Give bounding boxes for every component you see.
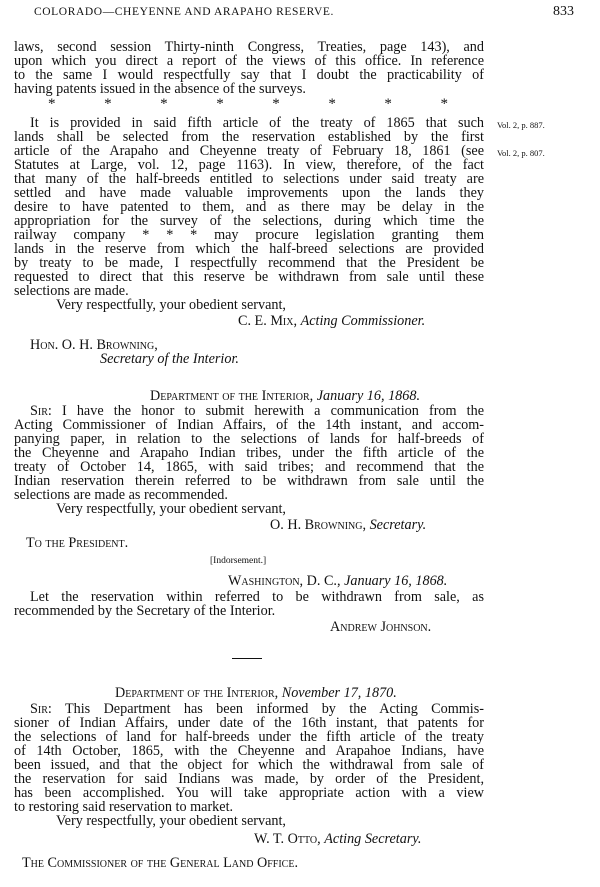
text-span: I have the honor to submit herewith a communication from the [61, 403, 485, 419]
signer-title: Acting Secretary. [324, 831, 422, 847]
text-line: has been accomplished. You will take appropriate action with a view [14, 785, 484, 801]
signer-name: O. H. Browning, [270, 517, 367, 533]
text-line: article of the Arapaho and Cheyenne treaty of February 18, 1861 (see [14, 143, 484, 159]
signature [270, 518, 426, 532]
text-line: lands in the reserve from which the half-breed selections are provided [14, 241, 484, 257]
closing-line: Very respectfully, your obedient servant, [56, 501, 286, 517]
addressee: Hon. O. H. Browning, [30, 337, 158, 353]
text-line: selections are made as recommended. [14, 487, 228, 503]
star: * [160, 96, 168, 112]
dateline [115, 686, 397, 700]
text-span: This Department has been informed by the Acting Commis- [64, 701, 484, 717]
page-number: 833 [553, 4, 574, 19]
signer-title: Secretary. [369, 517, 427, 533]
section-rule [232, 658, 262, 659]
text-line: upon which you direct a report of the views of this office. In reference [14, 53, 484, 69]
salutation: Sir: [30, 701, 52, 717]
signature [238, 314, 425, 328]
department: Department of the Interior, [115, 685, 279, 701]
text-line: Let the reservation within referred to be withdrawn from sale, as [30, 589, 484, 605]
indorsement-label: [Indorsement.] [210, 556, 267, 566]
date: November 17, 1870. [281, 685, 397, 701]
text-line: settled and have made valuable improvements upon the lands they [14, 185, 484, 201]
text-line: panying paper, in relation to the selections of lands for half-breeds of [14, 431, 484, 447]
text-line: by treaty to be made, I respectfully recommend that the President be [14, 255, 484, 271]
text-line: selections are made. [14, 283, 129, 299]
margin-note: Vol. 2, p. 887. [497, 120, 545, 130]
star: * [440, 96, 448, 112]
margin-note: Vol. 2, p. 807. [497, 148, 545, 158]
text-line: to the same I would respectfully say that I doubt the practicability of [14, 67, 484, 83]
addressee-title: Secretary of the Interior. [100, 351, 239, 367]
text-line: railway company * * * may procure legislation granting them [14, 227, 484, 243]
text-line: that many of the half-breeds entitled to selections under said treaty are [14, 171, 484, 187]
text-line: lands shall be selected from the reservation established by the first [14, 129, 484, 145]
text-line [30, 702, 484, 716]
text-line: desire to have patented to them, and as there may be delay in the [14, 199, 484, 215]
signer-name: W. T. Otto, [254, 831, 321, 847]
text-line: It is provided in said fifth article of the treaty of 1865 that such [30, 115, 484, 131]
text-line: Statutes at Large, vol. 12, page 1163). In view, therefore, of the fact [14, 157, 484, 173]
text-line: treaty of October 14, 1865, with said tribes; and recommend that the [14, 459, 484, 475]
place: Washington, D. C., [228, 573, 341, 589]
text-line: been issued, and that the object for which the withdrawal from sale of [14, 757, 484, 773]
signer-name: Andrew Johnson. [330, 619, 432, 635]
star: * [272, 96, 280, 112]
text-line: the selections of land for half-breeds under the fifth article of the treaty [14, 729, 484, 745]
star: * [216, 96, 224, 112]
addressee: To the President. [26, 535, 129, 551]
closing-line: Very respectfully, your obedient servant, [56, 297, 286, 313]
star: * [384, 96, 392, 112]
text-line [30, 404, 484, 418]
text-line: Indian reservation therein referred to be withdrawn from sale until the [14, 473, 484, 489]
signature [254, 832, 421, 846]
department: Department of the Interior, [150, 388, 314, 404]
text-line: sioner of Indian Affairs, under date of the 16th instant, that patents for [14, 715, 484, 731]
text-line: the reservation for said Indians was made, by order of the President, [14, 771, 484, 787]
signer-title: Acting Commissioner. [300, 313, 426, 329]
date: January 16, 1868. [344, 573, 448, 589]
salutation: Sir: [30, 403, 52, 419]
text-line: laws, second session Thirty-ninth Congress, Treaties, page 143), and [14, 39, 484, 55]
star: * [328, 96, 336, 112]
signer-name: C. E. Mix, [238, 313, 298, 329]
ellipsis-stars [48, 98, 448, 110]
running-title: COLORADO—CHEYENNE AND ARAPAHO RESERVE. [34, 6, 335, 18]
text-line: requested to direct that this reserve be withdrawn from sale until these [14, 269, 484, 285]
dateline [150, 389, 420, 403]
star: * [48, 96, 56, 112]
text-line: the Cheyenne and Arapaho Indian tribes, under the fifth article of the [14, 445, 484, 461]
text-line: to restoring said reservation to market. [14, 799, 234, 815]
text-line: recommended by the Secretary of the Interior. [14, 603, 276, 619]
addressee: The Commissioner of the General Land Office. [22, 855, 299, 871]
closing-line: Very respectfully, your obedient servant, [56, 813, 286, 829]
text-line: having patents issued in the absence of the surveys. [14, 81, 306, 97]
dateline [228, 574, 447, 588]
text-line: appropriation for the survey of the selections, during which time the [14, 213, 484, 229]
date: January 16, 1868. [316, 388, 420, 404]
star: * [104, 96, 112, 112]
text-line: of 14th October, 1865, with the Cheyenne and Arapahoe Indians, have [14, 743, 484, 759]
text-line: Acting Commissioner of Indian Affairs, of the 14th instant, and accom- [14, 417, 484, 433]
